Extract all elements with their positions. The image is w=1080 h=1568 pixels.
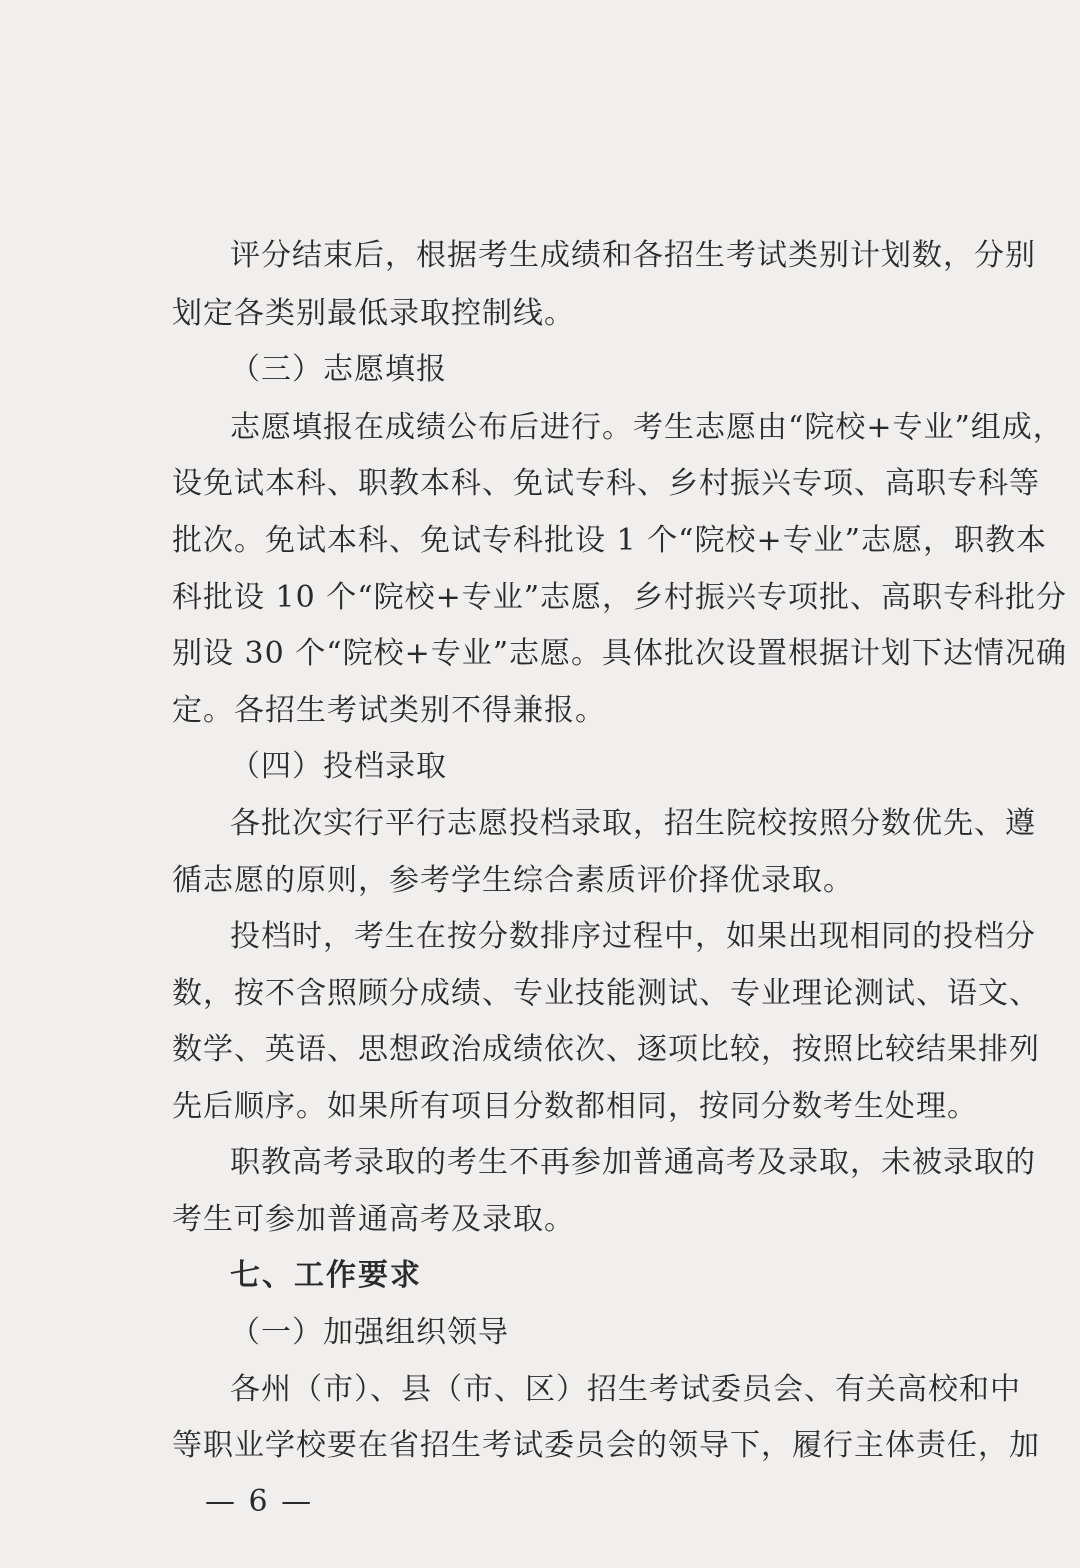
paragraph-line: 评分结束后，根据考生成绩和各招生考试类别计划数，分别	[230, 238, 1036, 273]
paragraph-line: 定。各招生考试类别不得兼报。	[172, 693, 606, 728]
page-number: — 6 —	[205, 1484, 314, 1519]
paragraph-line: 别设 30 个“院校+专业”志愿。具体批次设置根据计划下达情况确	[172, 636, 1068, 671]
paragraph-line: 循志愿的原则，参考学生综合素质评价择优录取。	[172, 863, 854, 898]
paragraph-line: 设免试本科、职教本科、免试专科、乡村振兴专项、高职专科等	[172, 466, 1040, 501]
paragraph-line: 数学、英语、思想政治成绩依次、逐项比较，按照比较结果排列	[172, 1032, 1040, 1067]
paragraph-line: 投档时，考生在按分数排序过程中，如果出现相同的投档分	[230, 919, 1036, 954]
paragraph-line: 划定各类别最低录取控制线。	[172, 296, 575, 331]
paragraph-line: 科批设 10 个“院校+专业”志愿，乡村振兴专项批、高职专科批分	[172, 580, 1068, 615]
paragraph-line: 志愿填报在成绩公布后进行。考生志愿由“院校+专业”组成，	[230, 410, 1064, 445]
paragraph-line: 批次。免试本科、免试专科批设 1 个“院校+专业”志愿，职教本	[172, 523, 1047, 558]
paragraph-line: 各批次实行平行志愿投档录取，招生院校按照分数优先、遵	[230, 806, 1036, 841]
paragraph-line: 先后顺序。如果所有项目分数都相同，按同分数考生处理。	[172, 1089, 978, 1124]
section-heading-4: （四）投档录取	[230, 749, 447, 784]
paragraph-line: 各州（市）、县（市、区）招生考试委员会、有关高校和中	[230, 1372, 1021, 1407]
section-heading-3: （三）志愿填报	[230, 352, 447, 387]
paragraph-line: 考生可参加普通高考及录取。	[172, 1202, 575, 1237]
chapter-heading: 七、工作要求	[230, 1258, 422, 1293]
paragraph-line: 数，按不含照顾分成绩、专业技能测试、专业理论测试、语文、	[172, 976, 1040, 1011]
section-heading-1: （一）加强组织领导	[230, 1315, 509, 1350]
paragraph-line: 职教高考录取的考生不再参加普通高考及录取，未被录取的	[230, 1145, 1036, 1180]
paragraph-line: 等职业学校要在省招生考试委员会的领导下，履行主体责任，加	[172, 1428, 1040, 1463]
